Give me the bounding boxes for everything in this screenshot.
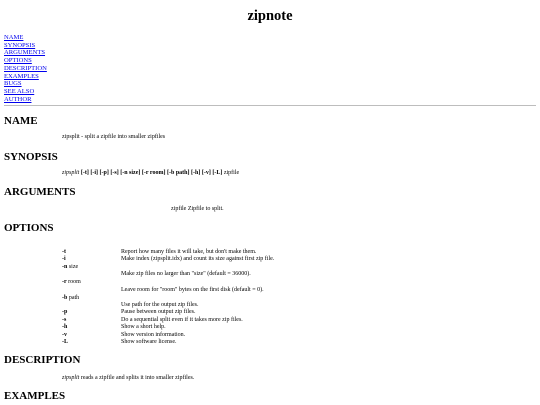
synopsis-flag: [-b path] <box>166 170 190 176</box>
section-heading-name: NAME <box>4 115 38 127</box>
option-description: Show a short help. <box>121 324 166 330</box>
option-flag: -s <box>62 317 67 323</box>
section-heading-synopsis: SYNOPSIS <box>4 151 58 163</box>
option-description: Show version information. <box>121 332 186 338</box>
section-heading-examples: EXAMPLES <box>4 390 66 402</box>
option-flag: -p <box>62 309 68 315</box>
option-description: Make index (zipsplit.idx) and count its size against first zip file. <box>121 256 275 262</box>
option-flag: -r <box>62 279 67 285</box>
option-flag: -b <box>62 295 68 301</box>
option-flag-with-arg <box>62 279 81 285</box>
option-description: Do a sequential split even if it takes more zip files. <box>121 317 243 323</box>
toc-link-arguments[interactable]: ARGUMENTS <box>4 49 46 57</box>
synopsis-flag: [-v] <box>201 170 211 176</box>
synopsis-flag: [-t] <box>80 170 89 176</box>
section-heading-description: DESCRIPTION <box>4 354 81 366</box>
option-flag: -L <box>62 339 68 345</box>
synopsis-flag: [-p] <box>99 170 109 176</box>
option-arg: size <box>68 264 79 270</box>
option-flag-with-arg <box>62 295 79 301</box>
toc-link-see-also[interactable]: SEE ALSO <box>4 87 35 95</box>
toc-link-bugs[interactable]: BUGS <box>4 80 22 88</box>
option-flag: -v <box>62 332 67 338</box>
section-heading-options: OPTIONS <box>4 222 54 234</box>
synopsis-command: zipsplit <box>62 170 80 176</box>
option-description: Report how many files it will take, but don't make them. <box>121 249 257 255</box>
name-text: zipsplit - split a zipfile into smaller zipfiles <box>62 134 166 140</box>
toc-link-options[interactable]: OPTIONS <box>4 57 32 65</box>
synopsis-flag: [-h] <box>191 170 201 176</box>
synopsis-flag: [-s] <box>110 170 119 176</box>
option-description: Use path for the output zip files. <box>121 302 199 308</box>
description-body: reads a zipfile and splits it into smaller zipfiles. <box>80 375 195 381</box>
option-description: Leave room for "room" bytes on the first disk (default = 0). <box>121 287 264 293</box>
table-of-contents <box>4 34 47 103</box>
option-description: Show software license. <box>121 339 177 345</box>
arguments-text: zipfile Zipfile to split. <box>171 206 224 212</box>
description-command: zipsplit <box>62 375 80 381</box>
option-arg: room <box>68 279 81 285</box>
synopsis-flag: [-L] <box>212 170 223 176</box>
option-flag: -n <box>62 264 68 270</box>
option-flag-with-arg <box>62 264 78 270</box>
option-flag: -h <box>62 324 68 330</box>
synopsis-flag: [-n size] <box>120 170 141 176</box>
option-description: Pause between output zip files. <box>121 309 196 315</box>
synopsis-line <box>62 170 239 176</box>
option-flag: -t <box>62 249 66 255</box>
synopsis-tail: zipfile <box>223 170 240 176</box>
option-description: Make zip files no larger than "size" (default = 36000). <box>121 271 251 277</box>
toc-link-author[interactable]: AUTHOR <box>4 95 32 103</box>
option-arg: path <box>68 295 80 301</box>
horizontal-divider <box>4 105 536 106</box>
toc-link-name[interactable]: NAME <box>4 34 24 41</box>
toc-link-synopsis[interactable]: SYNOPSIS <box>4 41 36 49</box>
toc-link-examples[interactable]: EXAMPLES <box>4 72 39 80</box>
toc-link-description[interactable]: DESCRIPTION <box>4 64 47 72</box>
section-heading-arguments: ARGUMENTS <box>4 186 76 198</box>
synopsis-flag: [-i] <box>90 170 99 176</box>
option-flag: -i <box>62 256 66 262</box>
description-text <box>62 375 194 381</box>
synopsis-flag: [-r room] <box>141 170 166 176</box>
page-title: zipnote <box>247 8 293 24</box>
